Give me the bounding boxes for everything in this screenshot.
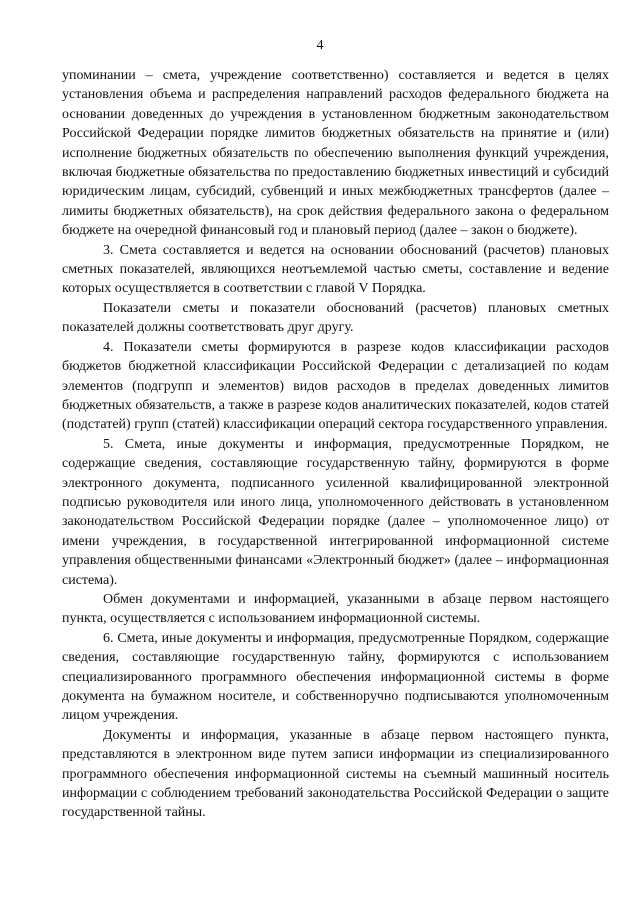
document-body [62, 66, 609, 823]
paragraph-item-6-documents: Документы и информация, указанные в абзаце первом настоящего пункта, представляются в электронном виде путем записи информации из специализированного программного обеспечения информационной системы на съемный машинный носитель информации с соблюдением требований законодательства Российской Федерации о защите государственной тайны. [62, 727, 609, 821]
page-number: 4 [316, 38, 324, 53]
paragraph-item-5: 5. Смета, иные документы и информация, предусмотренные Порядком, не содержащие сведения, составляющие государственную тайну, формируются в форме электронного документа, подписанного усиленной квалифицированной электронной подписью руководителя или иного лица, уполномоченного действовать в установленном законодательством Российской Федерации порядке (далее – уполномоченное лицо) от имени учреждения, в государственной интегрированной информационной системе управления общественными финансами «Электронный бюджет» (далее – информационная система). [62, 436, 609, 588]
paragraph-item-3: 3. Смета составляется и ведется на основании обоснований (расчетов) плановых сметных показателей, являющихся неотъемлемой частью сметы, составление и ведение которых осуществляется в соответствии с главой V Порядка. [62, 242, 609, 297]
paragraph-item-6: 6. Смета, иные документы и информация, предусмотренные Порядком, содержащие сведения, составляющие государственную тайну, формируются с использованием специализированного программного обеспечения информационной системы в форме документа на бумажном носителе, и собственноручно подписываются уполномоченным лицом учреждения. [62, 630, 609, 724]
paragraph-continuation: упоминании – смета, учреждение соответственно) составляется и ведется в целях установления объема и распределения направлений расходов федерального бюджета на основании доведенных до учреждения в установленном бюджетным законодательством Российской Федерации порядке лимитов бюджетных обязательств на принятие и (или) исполнение бюджетных обязательств по обеспечению выполнения функций учреждения, включая бюджетные обязательства по предоставлению бюджетных инвестиций и субсидий юридическим лицам, субсидий, субвенций и иных межбюджетных трансфертов (далее – лимиты бюджетных обязательств), на срок действия федерального закона о федеральном бюджете на очередной финансовый год и плановый период (далее – закон о бюджете). [62, 68, 609, 239]
paragraph-item-5-exchange: Обмен документами и информацией, указанными в абзаце первом настоящего пункта, осуществляется с использованием информационной системы. [62, 591, 609, 627]
paragraph-item-4: 4. Показатели сметы формируются в разрезе кодов классификации расходов бюджетов бюджетной классификации Российской Федерации с детализацией по кодам элементов (подгрупп и элементов) видов расходов в пределах доведенных лимитов бюджетных обязательств, а также в разрезе кодов аналитических показателей, кодов статей (подстатей) групп (статей) классификации операций сектора государственного управления. [62, 339, 609, 433]
paragraph-item-3-indicators: Показатели сметы и показатели обоснований (расчетов) плановых сметных показателей должны соответствовать друг другу. [62, 300, 609, 336]
